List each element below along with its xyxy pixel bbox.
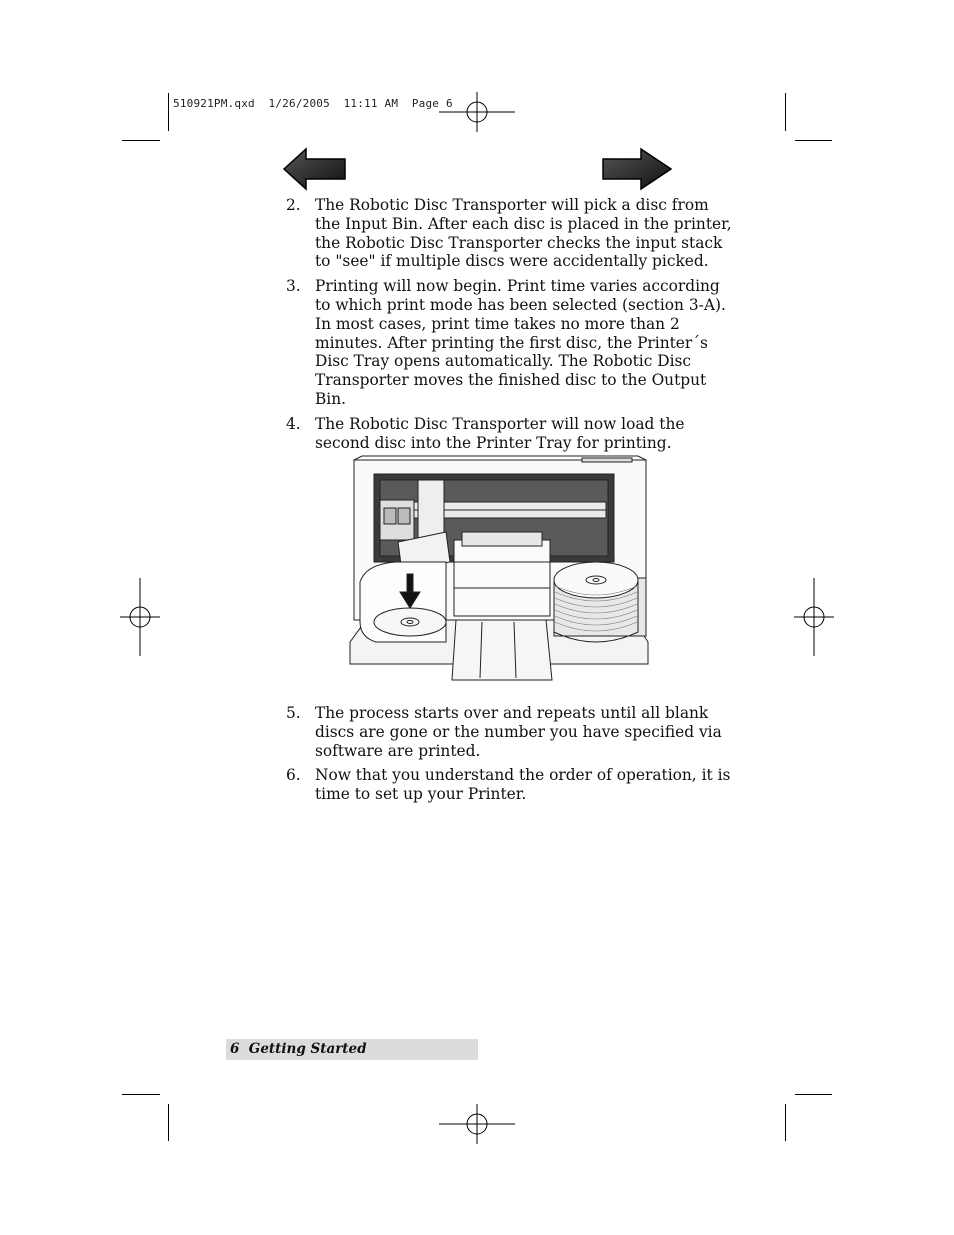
list-item-step-6 [286,766,732,804]
slug-page: Page 6 [411,97,453,110]
step-number: 2. [286,196,301,214]
slug-line [173,97,453,110]
step-text: The process starts over and repeats until all blank discs are gone or the number you have specified via software are printed. [315,704,722,760]
list-item-step-4 [286,415,732,453]
crop-mark-top-left-horizontal [122,140,160,141]
step-number: 6. [286,766,301,785]
step-text: The Robotic Disc Transporter will now load the second disc into the Printer Tray for printing. [315,414,685,452]
step-text: The Robotic Disc Transporter will pick a disc from the Input Bin. After each disc is placed in the printer, the Robotic Disc Transporter checks the input stack to "see" if multiple discs were accidentally picked. [315,196,732,271]
steps-list-bottom [286,704,732,804]
registration-mark-bottom [437,1104,517,1144]
slug-date: 1/26/2005 [268,97,330,110]
list-item-step-2 [286,196,732,271]
step-number: 3. [286,277,301,296]
registration-mark-top [437,92,517,132]
crop-mark-top-right-horizontal [795,140,832,141]
step-text: Now that you understand the order of operation, it is time to set up your Printer. [315,766,731,804]
right-arrow-icon[interactable] [601,147,673,191]
registration-mark-right [794,578,834,656]
footer-label: 6 Getting Started [230,1041,367,1057]
slug-time: 11:11 AM [343,97,399,110]
step-number: 4. [286,414,301,433]
list-item-step-3 [286,277,732,409]
crop-mark-bottom-right-vertical [785,1104,786,1141]
crop-mark-bottom-left-horizontal [122,1094,160,1095]
crop-mark-top-left-vertical [168,93,169,131]
registration-mark-left [120,578,160,656]
crop-mark-bottom-right-horizontal [795,1094,832,1095]
left-arrow-icon[interactable] [282,147,348,191]
steps-list-top [286,196,732,452]
step-number: 5. [286,704,301,722]
step-text: Printing will now begin. Print time varies according to which print mode has been selected (section 3-A). In most cases, print time takes no more than 2 minutes. After printing the first disc, the Printer´s Disc Tray opens automatically. The Robotic Disc Transporter moves the finished disc to the Output Bin. [315,277,726,408]
slug-filename: 510921PM.qxd [173,97,255,110]
crop-mark-bottom-left-vertical [168,1104,169,1141]
page-footer [226,1039,478,1060]
crop-mark-top-right-vertical [785,93,786,131]
list-item-step-5 [286,704,732,760]
disc-publisher-illustration [346,452,652,684]
